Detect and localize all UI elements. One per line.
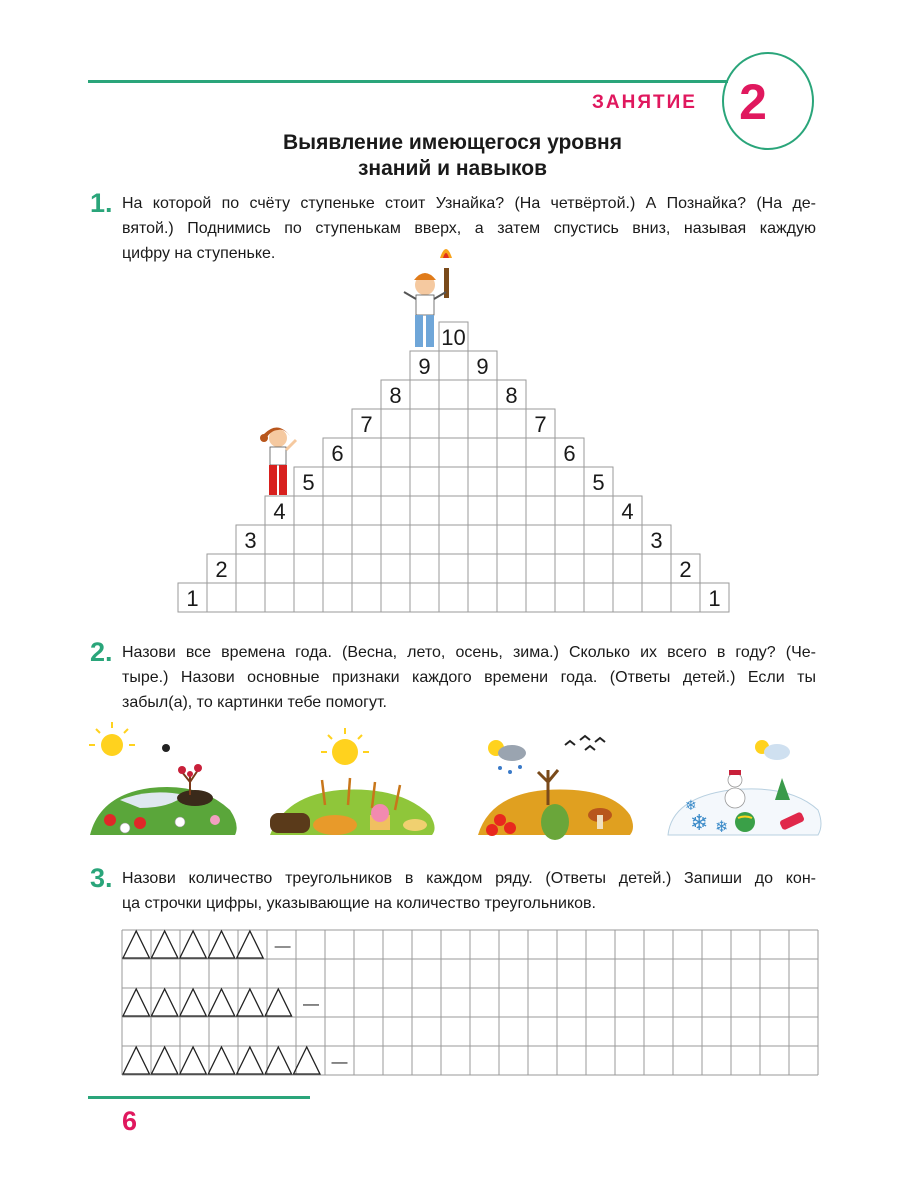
svg-text:❄: ❄ [715, 819, 729, 836]
lesson-label: ЗАНЯТИЕ [592, 92, 697, 113]
stair-number: 7 [360, 412, 373, 437]
triangle [237, 1047, 263, 1074]
footer-rule [88, 1096, 310, 1099]
triangle [237, 931, 263, 958]
triangle [123, 931, 149, 958]
task-1-line: вятой.) Поднимись по ступенькам вверх, а затем спустись вниз, называя каждую [122, 220, 816, 237]
triangle [208, 989, 234, 1016]
stair-number: 10 [441, 325, 466, 350]
task-2-number: 2. [90, 637, 113, 667]
triangle [208, 931, 234, 958]
stair-number: 6 [563, 441, 576, 466]
stair-number: 8 [505, 383, 518, 408]
triangle [123, 989, 149, 1016]
triangle [180, 1047, 206, 1074]
task-2-line: тыре.) Назови основные признаки каждого времени года. (Ответы детей.) Если ты [122, 669, 816, 686]
task-1-line: На которой по счёту ступеньке стоит Узнайка? (На четвёртой.) А Познайка? (На де- [122, 195, 816, 212]
stair-number: 5 [592, 470, 605, 495]
task-2-line: Назови все времена года. (Весна, лето, осень, зима.) Сколько их всего в году? (Че- [122, 644, 816, 661]
stair-number: 9 [418, 354, 431, 379]
stair-number: 7 [534, 412, 547, 437]
stair-number: 9 [476, 354, 489, 379]
triangle [237, 989, 263, 1016]
stair-number: 8 [389, 383, 402, 408]
grid-lines [122, 930, 818, 1075]
triangle [123, 1047, 149, 1074]
stair-number: 6 [331, 441, 344, 466]
stair-number: 2 [215, 557, 228, 582]
stair-number: 2 [679, 557, 692, 582]
triangles [123, 931, 347, 1074]
title-line-2: знаний и навыков [357, 157, 548, 180]
svg-text:❄: ❄ [685, 797, 697, 813]
stair-number: 4 [273, 499, 286, 524]
svg-text:❄: ❄ [690, 810, 709, 835]
task-1-number: 1. [90, 188, 113, 218]
task-1-line: цифру на ступеньке. [122, 245, 276, 262]
title-line-1: Выявление имеющегося уровня [283, 131, 622, 154]
stair-number: 4 [621, 499, 634, 524]
triangle [180, 989, 206, 1016]
triangle [180, 931, 206, 958]
row-dash: — [303, 996, 320, 1013]
triangle [151, 1047, 177, 1074]
triangle [294, 1047, 320, 1074]
triangle [265, 989, 291, 1016]
triangle [151, 931, 177, 958]
triangle [208, 1047, 234, 1074]
row-dash: — [331, 1054, 348, 1071]
row-dash: — [274, 938, 291, 955]
task-3-line: ца строчки цифры, указывающие на количество треугольников. [122, 895, 596, 912]
stair-number: 1 [186, 586, 199, 611]
task-2-line: забыл(а), то картинки тебе помогут. [122, 694, 387, 711]
triangle [151, 989, 177, 1016]
stair-number: 1 [708, 586, 721, 611]
stair-number: 5 [302, 470, 315, 495]
stair-number: 3 [650, 528, 663, 553]
task-3-number: 3. [90, 863, 113, 893]
page-number: 6 [122, 1106, 138, 1136]
lesson-number: 2 [739, 74, 767, 130]
task-3-line: Назови количество треугольников в каждом ряду. (Ответы детей.) Запиши до кон- [122, 870, 816, 887]
triangle [265, 1047, 291, 1074]
stair-number: 3 [244, 528, 257, 553]
